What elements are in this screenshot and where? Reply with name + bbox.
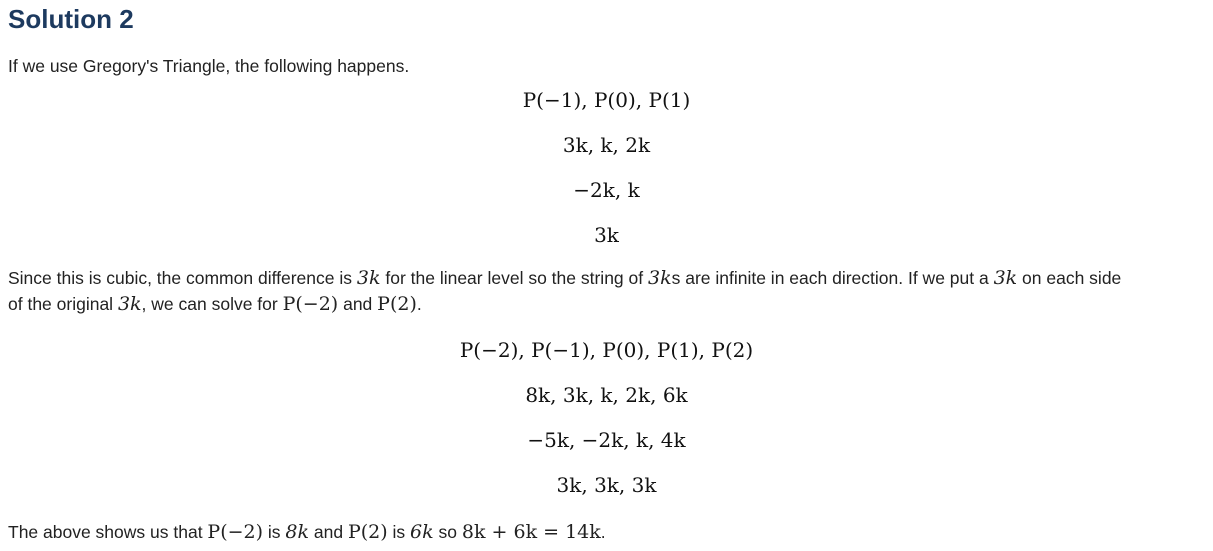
conclusion-text: The above shows us that bbox=[8, 522, 208, 542]
explanation-text: . bbox=[416, 294, 422, 314]
conclusion-text: so bbox=[433, 522, 462, 542]
table2-row-4: 3k, 3k, 3k bbox=[556, 473, 657, 497]
table2-row-1: P(−2), P(−1), P(0), P(1), P(2) bbox=[459, 338, 754, 362]
table1-row-3: −2k, k bbox=[573, 178, 640, 202]
math-inline: 8k + 6k = 14k bbox=[461, 521, 601, 543]
math-inline: P(2) bbox=[377, 293, 417, 315]
table2-row-2: 8k, 3k, k, 2k, 6k bbox=[525, 383, 688, 407]
math-inline: P(2) bbox=[347, 521, 388, 543]
conclusion-text: . bbox=[600, 522, 606, 542]
explanation-paragraph bbox=[8, 265, 1208, 317]
conclusion-paragraph bbox=[8, 519, 606, 545]
intro-paragraph: If we use Gregory's Triangle, the following happens. bbox=[8, 56, 410, 76]
math-inline: P(−2) bbox=[282, 293, 339, 315]
math-inline: 3k bbox=[993, 267, 1018, 289]
table1-row-2: 3k, k, 2k bbox=[562, 133, 651, 157]
math-inline: 6k bbox=[410, 521, 434, 543]
math-inline: 3k bbox=[117, 293, 142, 315]
math-inline: P(−2) bbox=[207, 521, 264, 543]
table1-row-1: P(−1), P(0), P(1) bbox=[522, 88, 691, 112]
explanation-text: on each side bbox=[1017, 268, 1122, 288]
explanation-text: , we can solve for bbox=[141, 294, 283, 314]
explanation-text: of the original bbox=[8, 294, 118, 314]
explanation-text: for the linear level so the string of bbox=[380, 268, 648, 288]
explanation-text: and bbox=[338, 294, 378, 314]
explanation-text: s are infinite in each direction. If we put a bbox=[671, 268, 994, 288]
section-heading: Solution 2 bbox=[8, 4, 134, 34]
conclusion-text: is bbox=[387, 522, 411, 542]
explanation-text: Since this is cubic, the common difference is bbox=[8, 268, 357, 288]
conclusion-text: and bbox=[309, 522, 348, 542]
conclusion-text: is bbox=[263, 522, 286, 542]
table2-row-3: −5k, −2k, k, 4k bbox=[527, 428, 686, 452]
math-inline: 3k bbox=[647, 267, 672, 289]
math-inline: 8k bbox=[285, 521, 310, 543]
table1-row-4: 3k bbox=[594, 223, 619, 247]
math-inline: 3k bbox=[356, 267, 381, 289]
